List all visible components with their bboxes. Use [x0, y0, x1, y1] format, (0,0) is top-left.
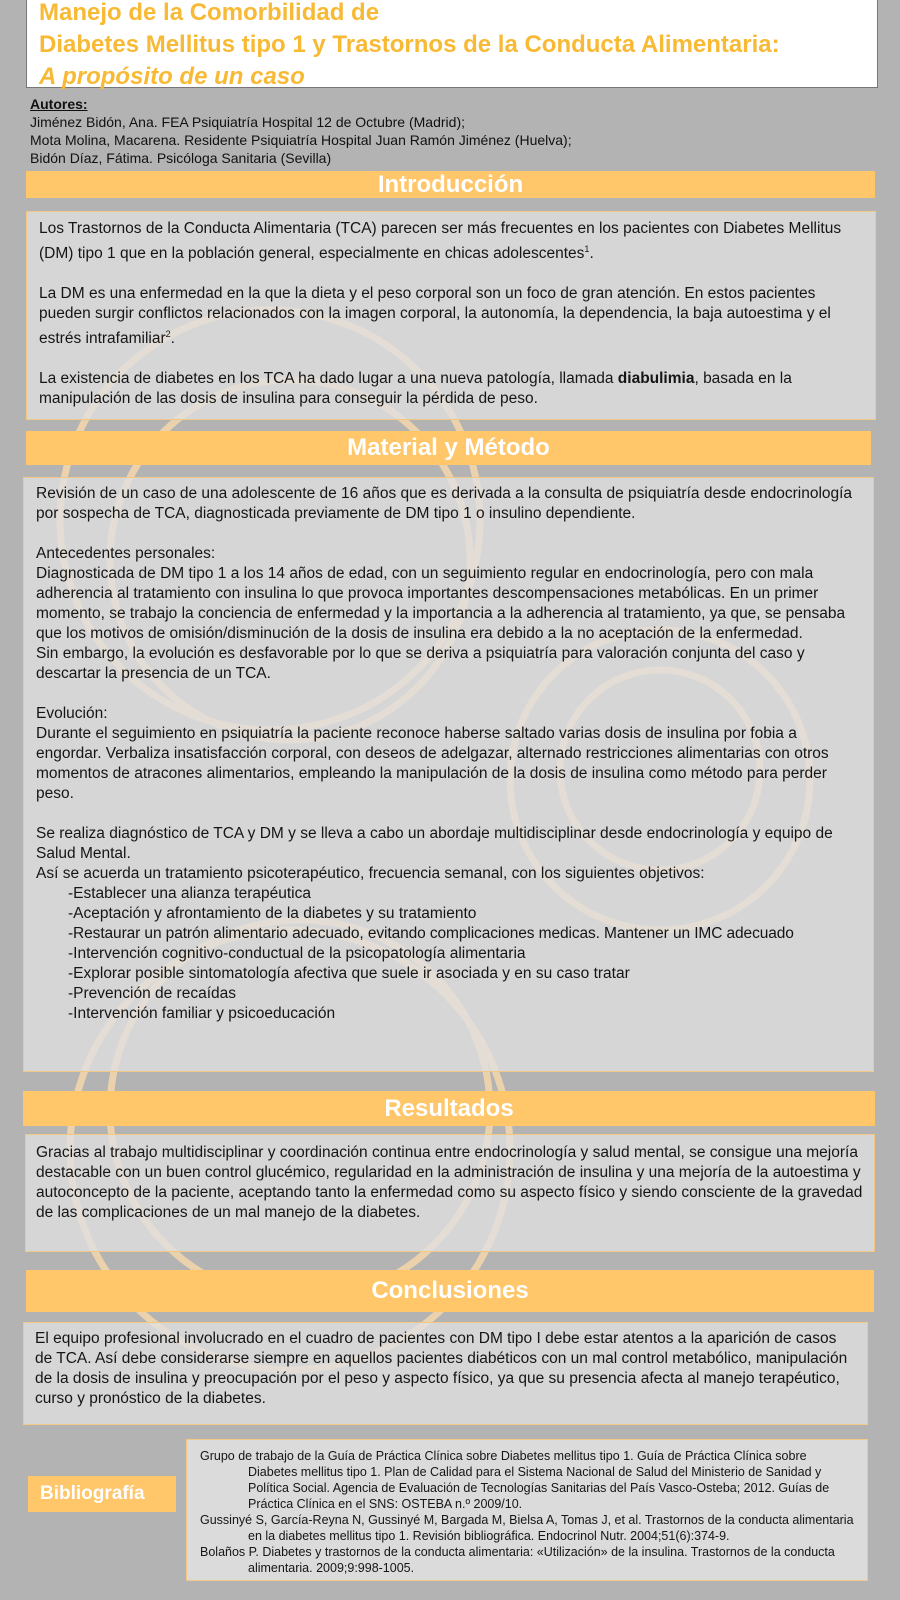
section-panel-introduccion — [26, 211, 876, 420]
results-paragraph: Gracias al trabajo multidisciplinar y coordinación continua entre endocrinología y salud mental, se consigue una mejoría destacable con un buen control glucémico, regularidad en la administración de insulina y una mejoría de la autoestima y autoconcepto de la paciente, aceptando tanto la enfermedad como su aspecto físico y siendo consciente de la gravedad de las complicaciones de un mal manejo de la diabetes. — [36, 1144, 863, 1221]
antecedentes-paragraph-2: Sin embargo, la evolución es desfavorable por lo que se deriva a psiquiatría para valoración conjunta del caso y descartar la presencia de un TCA. — [36, 645, 805, 682]
method-paragraph-1: Revisión de un caso de una adolescente de 16 años que es derivada a la consulta de psiquiatría desde endocrinología por sospecha de TCA, diagnosticada previamente de DM tipo 1 o insulino dependiente. — [36, 485, 853, 522]
antecedentes-paragraph-1: Diagnosticada de DM tipo 1 a los 14 años de edad, con un seguimiento regular en endocrinología, pero con mala adherencia al tratamiento con insulina lo que provoca importantes descompensaciones metabólicas. En un primer momento, se trabajo la conciencia de enfermedad y la importancia a la adherencia al tratamiento, ya que, se pensaba que los motivos de omisión/disminución de la dosis de insulina era debido a la no aceptación de la enfermedad. — [36, 565, 846, 642]
title-line-1: Manejo de la Comorbilidad de — [39, 0, 380, 26]
authors-block — [30, 95, 890, 167]
section-panel-material-metodo — [23, 477, 874, 1072]
bibliography-reference: Grupo de trabajo de la Guía de Práctica Clínica sobre Diabetes mellitus tipo 1. Guía de Práctica Clínica sobre Diabetes mellitus tipo 1. Plan de Calidad para el Sistema Nacional de Salud del Ministerio de Sanidad y Política Social. Agencia de Evaluación de Tecnologías Sanitarias del País Vasco-Osteba; 2012. Guías de Práctica Clínica en el SNS: OSTEBA n.º 2009/10. — [200, 1449, 830, 1511]
objetivo-item: -Intervención cognitivo-conductual de la psicopatología alimentaria — [68, 945, 526, 962]
title-line-3: A propósito de un caso — [39, 63, 305, 90]
objetivo-item: -Explorar posible sintomatología afectiva que suele ir asociada y en su caso tratar — [68, 965, 630, 982]
objetivos-intro: Así se acuerda un tratamiento psicoterapéutico, frecuencia semanal, con los siguientes objetivos: — [36, 865, 705, 882]
section-heading-conclusiones: Conclusiones — [26, 1270, 874, 1312]
conclusions-paragraph: El equipo profesional involucrado en el cuadro de pacientes con DM tipo I debe estar atentos a la aparición de casos de TCA. Así debe considerarse siempre en aquellos pacientes diabéticos con un mal control metabólico, manipulación de la dosis de insulina y preocupación por el peso y aspecto físico, ya que su presencia afecta al manejo terapéutico, curso y pronóstico de la diabetes. — [35, 1330, 848, 1407]
bibliography-reference: Gussinyé S, García-Reyna N, Gussinyé M, Bargada M, Bielsa A, Tomas J, et al. Trastornos de la conducta alimentaria en la diabetes mellitus tipo 1. Revisión bibliográfica. Endocrinol Nutr. 2004;51(6):374-9. — [200, 1513, 854, 1543]
authors-label: Autores: — [30, 96, 88, 112]
section-heading-introduccion: Introducción — [26, 171, 875, 198]
objetivo-item: -Establecer una alianza terapéutica — [68, 885, 311, 902]
section-heading-resultados: Resultados — [23, 1091, 875, 1126]
bibliography-label: Bibliografía — [28, 1476, 176, 1512]
diagnostico-paragraph: Se realiza diagnóstico de TCA y DM y se lleva a cabo un abordaje multidisciplinar desde endocrinología y equipo de Salud Mental. — [36, 825, 833, 862]
section-panel-conclusiones — [23, 1322, 868, 1425]
bibliography-reference: Bolaños P. Diabetes y trastornos de la conducta alimentaria: «Utilización» de la insulina. Trastornos de la conducta alimentaria. 2009;9:998-1005. — [200, 1545, 835, 1575]
author-2: Mota Molina, Macarena. Residente Psiquiatría Hospital Juan Ramón Jiménez (Huelva); — [30, 132, 572, 148]
objetivo-item: -Intervención familiar y psicoeducación — [68, 1005, 336, 1022]
antecedentes-label: Antecedentes personales: — [36, 545, 216, 562]
evolucion-label: Evolución: — [36, 705, 108, 722]
intro-paragraph-2: La DM es una enfermedad en la que la dieta y el peso corporal son un foco de gran atención. En estos pacientes pueden surgir conflictos relacionados con la imagen corporal, la autonomía, la dependencia, la baja autoestima y el estrés intrafamiliar$^2$. — [39, 285, 831, 348]
section-panel-resultados — [25, 1134, 875, 1252]
objetivo-item: -Restaurar un patrón alimentario adecuado, evitando complicaciones medicas. Mantener un IMC adecuado — [68, 925, 794, 942]
intro-paragraph-1: Los Trastornos de la Conducta Alimentaria (TCA) parecen ser más frecuentes en los pacientes con Diabetes Mellitus (DM) tipo 1 que en la población general, especialmente en chicas adolescentes$^1$. — [39, 220, 842, 263]
author-1: Jiménez Bidón, Ana. FEA Psiquiatría Hospital 12 de Octubre (Madrid); — [30, 114, 465, 130]
intro-paragraph-3: La existencia de diabetes en los TCA ha dado lugar a una nueva patología, llamada diabulimia, basada en la manipulación de las dosis de insulina para conseguir la pérdida de peso. — [39, 370, 792, 408]
section-heading-material-metodo: Material y Método — [26, 431, 871, 465]
bibliography-panel — [186, 1439, 868, 1581]
title-line-2: Diabetes Mellitus tipo 1 y Trastornos de la Conducta Alimentaria: — [39, 31, 780, 58]
poster-title — [26, 0, 878, 88]
author-3: Bidón Díaz, Fátima. Psicóloga Sanitaria (Sevilla) — [30, 150, 332, 166]
evolucion-paragraph: Durante el seguimiento en psiquiatría la paciente reconoce haberse saltado varias dosis de insulina por fobia a engordar. Verbaliza insatisfacción corporal, con deseos de adelgazar, alternado restricciones alimentarias con otros momentos de atracones alimentarios, empleando la manipulación de la dosis de insulina como método para perder peso. — [36, 725, 829, 802]
objetivo-item: -Aceptación y afrontamiento de la diabetes y su tratamiento — [68, 905, 477, 922]
objetivo-item: -Prevención de recaídas — [68, 985, 237, 1002]
